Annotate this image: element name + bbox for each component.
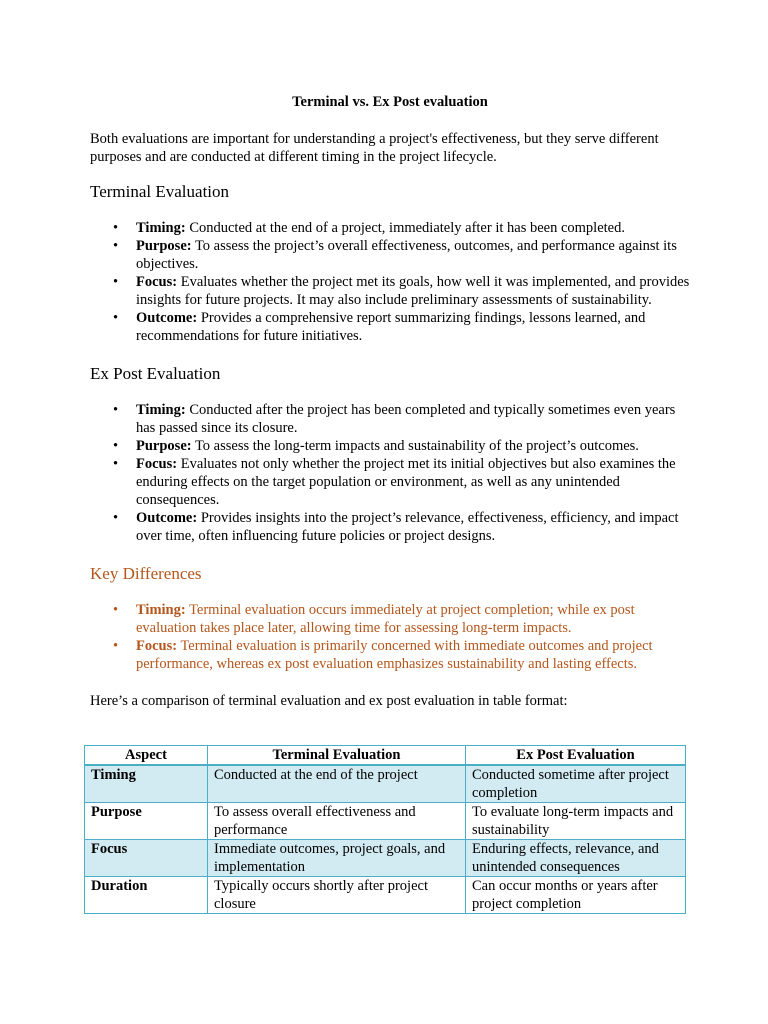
header-aspect: Aspect: [85, 746, 208, 766]
expost-list: [90, 401, 690, 545]
list-item: • Focus: Evaluates not only whether the project met its initial objectives but also examines the enduring effects on the target population or environment, as well as any unintended consequences.: [136, 455, 690, 509]
comparison-table: [84, 745, 686, 914]
table-row: [85, 765, 686, 803]
list-item: • Timing: Conducted at the end of a project, immediately after it has been completed.: [136, 219, 690, 237]
list-item: • Focus: Terminal evaluation is primarily concerned with immediate outcomes and project performance, whereas ex post evaluation emphasizes sustainability and lasting effects.: [136, 637, 690, 673]
table-cell: To assess overall effectiveness and performance: [208, 803, 466, 840]
header-terminal: Terminal Evaluation: [208, 746, 466, 766]
header-expost: Ex Post Evaluation: [466, 746, 686, 766]
table-cell: Purpose: [85, 803, 208, 840]
key-differences-list: [90, 601, 690, 673]
list-item: • Timing: Terminal evaluation occurs immediately at project completion; while ex post evaluation takes place later, allowing time for assessing long-term impacts.: [136, 601, 690, 637]
expost-heading: Ex Post Evaluation: [90, 364, 221, 383]
list-item: • Purpose: To assess the long-term impacts and sustainability of the project’s outcomes.: [136, 437, 690, 455]
key-differences-heading: Key Differences: [90, 564, 202, 583]
list-item: • Outcome: Provides insights into the project’s relevance, effectiveness, efficiency, and impact over time, often influencing future policies or project designs.: [136, 509, 690, 545]
table-cell: Conducted at the end of the project: [208, 765, 466, 803]
table-cell: Focus: [85, 840, 208, 877]
table-row: [85, 803, 686, 840]
document-title: Terminal vs. Ex Post evaluation: [292, 94, 488, 110]
table-header-row: [85, 746, 686, 766]
table-row: [85, 877, 686, 914]
terminal-list: [90, 219, 690, 345]
table-cell: Conducted sometime after project completion: [466, 765, 686, 803]
table-cell: Typically occurs shortly after project closure: [208, 877, 466, 914]
table-cell: Immediate outcomes, project goals, and implementation: [208, 840, 466, 877]
table-intro: Here’s a comparison of terminal evaluation and ex post evaluation in table format:: [90, 693, 568, 709]
table-cell: Can occur months or years after project completion: [466, 877, 686, 914]
list-item: • Focus: Evaluates whether the project met its goals, how well it was implemented, and provides insights for future projects. It may also include preliminary assessments of sustainability.: [136, 273, 690, 309]
list-item: • Outcome: Provides a comprehensive report summarizing findings, lessons learned, and recommendations for future initiatives.: [136, 309, 690, 345]
table-row: [85, 840, 686, 877]
intro-paragraph: Both evaluations are important for understanding a project's effectiveness, but they serve different purposes and are conducted at different timing in the project lifecycle.: [90, 131, 659, 165]
document-body: [90, 93, 690, 728]
table-cell: Enduring effects, relevance, and unintended consequences: [466, 840, 686, 877]
terminal-heading: Terminal Evaluation: [90, 182, 230, 201]
table-cell: Duration: [85, 877, 208, 914]
table-cell: To evaluate long-term impacts and sustainability: [466, 803, 686, 840]
table-cell: Timing: [85, 765, 208, 803]
list-item: • Purpose: To assess the project’s overall effectiveness, outcomes, and performance against its objectives.: [136, 237, 690, 273]
list-item: • Timing: Conducted after the project has been completed and typically sometimes even years has passed since its closure.: [136, 401, 690, 437]
